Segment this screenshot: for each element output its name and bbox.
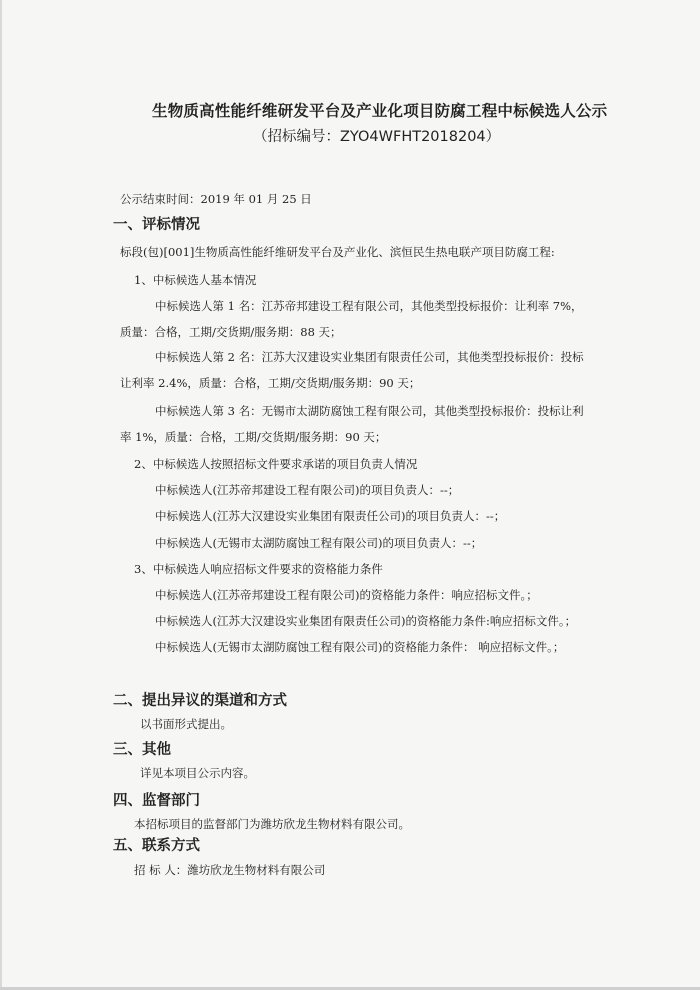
candidate-3-line-1: 中标候选人第 3 名：无锡市太湖防腐蚀工程有限公司，其他类型投标报价：投标让利 bbox=[155, 404, 584, 418]
section-3-text: 详见本项目公示内容。 bbox=[140, 766, 255, 780]
candidate-2-line-1: 中标候选人第 2 名：江苏大汉建设实业集团有限责任公司，其他类型投标报价：投标 bbox=[155, 350, 584, 364]
subsection-3-heading: 3、中标候选人响应招标文件要求的资格能力条件 bbox=[134, 562, 383, 576]
candidate-3-line-2: 率 1%，质量：合格，工期/交货期/服务期：90 天； bbox=[120, 430, 387, 444]
qualification-row-2: 中标候选人(江苏大汉建设实业集团有限责任公司)的资格能力条件:响应招标文件。； bbox=[155, 614, 577, 628]
section-2-text: 以书面形式提出。 bbox=[140, 717, 232, 731]
manager-row-3: 中标候选人(无锡市太湖防腐蚀工程有限公司)的项目负责人：--； bbox=[155, 536, 483, 550]
section-4-text: 本招标项目的监督部门为潍坊欣龙生物材料有限公司。 bbox=[134, 817, 410, 831]
tender-number: （招标编号：ZYO4WFHT2018204） bbox=[253, 129, 501, 145]
section-3-heading: 三、其他 bbox=[113, 742, 171, 758]
subsection-2-heading: 2、中标候选人按照招标文件要求承诺的项目负责人情况 bbox=[134, 457, 418, 471]
candidate-2-line-2: 让利率 2.4%，质量：合格，工期/交货期/服务期：90 天； bbox=[120, 376, 421, 390]
scan-edge bbox=[0, 0, 2, 990]
lot-description: 标段(包)[001]生物质高性能纤维研发平台及产业化、滨恒民生热电联产项目防腐工程: bbox=[120, 245, 555, 259]
qualification-row-3: 中标候选人(无锡市太湖防腐蚀工程有限公司)的资格能力条件： 响应招标文件。； bbox=[155, 640, 565, 654]
document-title: 生物质高性能纤维研发平台及产业化项目防腐工程中标候选人公示 bbox=[152, 102, 608, 120]
candidate-1-line-1: 中标候选人第 1 名：江苏帝邦建设工程有限公司，其他类型投标报价：让利率 7%， bbox=[155, 299, 583, 313]
section-5-heading: 五、联系方式 bbox=[113, 838, 200, 854]
manager-row-2: 中标候选人(江苏大汉建设实业集团有限责任公司)的项目负责人：--； bbox=[155, 509, 506, 523]
section-4-heading: 四、监督部门 bbox=[113, 793, 200, 809]
contact-tenderer: 招 标 人：潍坊欣龙生物材料有限公司 bbox=[134, 863, 326, 877]
section-2-heading: 二、提出异议的渠道和方式 bbox=[113, 693, 287, 709]
subsection-1-heading: 1、中标候选人基本情况 bbox=[134, 273, 257, 287]
end-time: 公示结束时间：2019 年 01 月 25 日 bbox=[120, 192, 312, 206]
section-1-heading: 一、评标情况 bbox=[113, 217, 200, 233]
manager-row-1: 中标候选人(江苏帝邦建设工程有限公司)的项目负责人：--； bbox=[155, 483, 460, 497]
candidate-1-line-2: 质量：合格，工期/交货期/服务期：88 天； bbox=[120, 325, 342, 339]
qualification-row-1: 中标候选人(江苏帝邦建设工程有限公司)的资格能力条件：响应招标文件。； bbox=[155, 588, 538, 602]
